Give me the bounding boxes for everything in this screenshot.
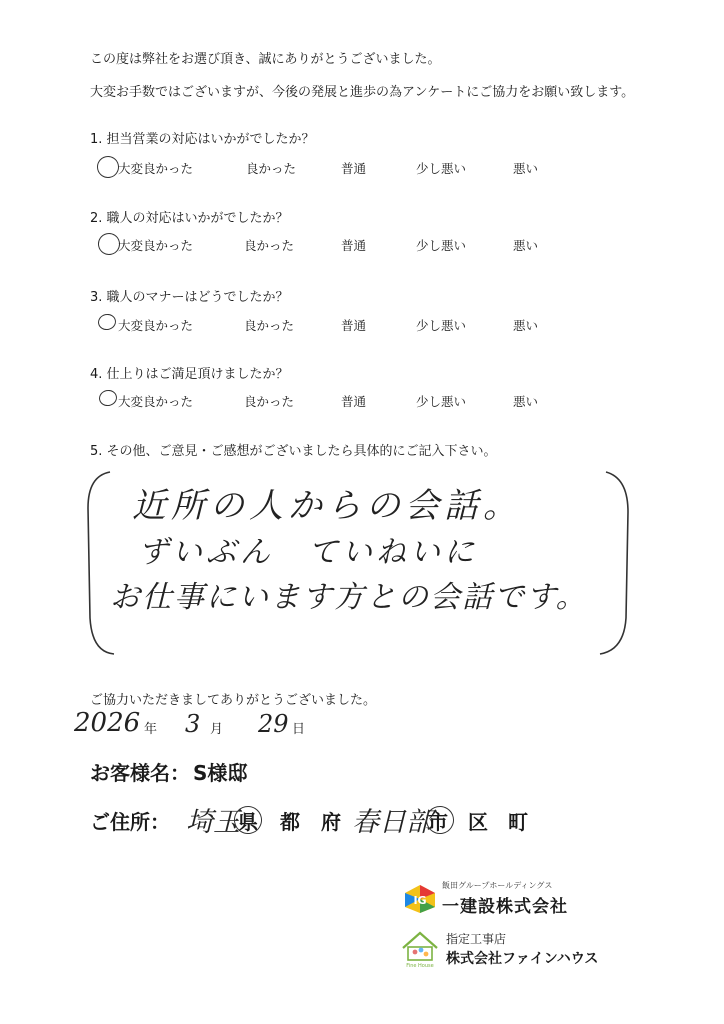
q4-option-very-good[interactable]: 大変良かった	[118, 394, 194, 409]
date-month-value: 3	[185, 710, 201, 738]
designated-contractor-label: 指定工事店	[446, 932, 507, 946]
address-to: 都	[280, 810, 300, 834]
date-year-label: 年	[144, 722, 158, 737]
address-fu: 府	[321, 810, 341, 834]
question-1: 1. 担当営業の対応はいかがでしたか？	[90, 132, 315, 147]
fine-house-logo-icon	[400, 928, 440, 968]
customer-name-label: お客様名：	[90, 761, 190, 785]
selection-check-mark	[98, 388, 119, 407]
q3-option-slightly-bad[interactable]: 少し悪い	[416, 318, 467, 333]
q4-option-average[interactable]: 普通	[341, 394, 367, 409]
q2-option-very-good[interactable]: 大変良かった	[118, 238, 194, 253]
intro-line-2: 大変お手数ではございますが、今後の発展と進歩の為アンケートにご協力をお願い致します。	[90, 85, 635, 100]
ig-logo-icon	[404, 884, 436, 914]
address-ku: 区	[468, 810, 488, 834]
address-shi: 市	[428, 810, 448, 834]
q2-option-good[interactable]: 良かった	[244, 238, 295, 253]
comment-line-2: ずいぶん ていねいに	[138, 535, 478, 570]
customer-name-value: S様邸	[193, 761, 248, 785]
intro-line-1: この度は弊社をお選び頂き、誠にありがとうございました。	[90, 52, 441, 67]
q1-option-bad[interactable]: 悪い	[513, 161, 539, 176]
thanks-text: ご協力いただきましてありがとうございました。	[90, 693, 377, 708]
q1-option-good[interactable]: 良かった	[246, 161, 297, 176]
date-month-label: 月	[210, 722, 224, 737]
q2-option-slightly-bad[interactable]: 少し悪い	[416, 238, 467, 253]
address-machi: 町	[508, 810, 528, 834]
date-day-value: 29	[258, 710, 289, 738]
question-4: 4. 仕上りはご満足頂けましたか？	[90, 367, 289, 382]
question-2: 2. 職人の対応はいかがでしたか？	[90, 211, 289, 226]
address-prefecture-handwritten: 埼玉	[186, 807, 240, 838]
address-label: ご住所：	[90, 810, 170, 834]
q4-option-slightly-bad[interactable]: 少し悪い	[416, 394, 467, 409]
date-year-value: 2026	[74, 708, 141, 738]
q4-option-good[interactable]: 良かった	[244, 394, 295, 409]
q2-option-average[interactable]: 普通	[341, 238, 367, 253]
company-group-name: 飯田グループホールディングス	[442, 881, 553, 890]
comment-line-1: 近所の人からの会話。	[132, 486, 522, 526]
ig-logo-letters: IG	[413, 894, 427, 907]
q1-option-slightly-bad[interactable]: 少し悪い	[416, 161, 467, 176]
comment-line-3: お仕事にいます方との会話です。	[110, 580, 588, 615]
question-5: 5. その他、ご意見・ご感想がございましたら具体的にご記入下さい。	[90, 444, 497, 459]
date-day-label: 日	[292, 722, 306, 737]
q4-option-bad[interactable]: 悪い	[513, 394, 539, 409]
address-city-handwritten: 春日部	[352, 807, 433, 838]
company-name: 一建設株式会社	[442, 897, 568, 917]
q2-option-bad[interactable]: 悪い	[513, 238, 539, 253]
q3-option-bad[interactable]: 悪い	[513, 318, 539, 333]
q3-option-good[interactable]: 良かった	[244, 318, 295, 333]
q3-option-very-good[interactable]: 大変良かった	[118, 318, 194, 333]
q1-option-very-good[interactable]: 大変良かった	[118, 161, 194, 176]
address-ken: 県	[238, 810, 258, 834]
sub-company-name: 株式会社ファインハウス	[446, 951, 599, 967]
selection-check-mark	[97, 312, 118, 331]
q3-option-average[interactable]: 普通	[341, 318, 367, 333]
q1-option-average[interactable]: 普通	[341, 161, 367, 176]
question-3: 3. 職人のマナーはどうでしたか？	[90, 290, 289, 305]
fine-house-logo-text: Fine House	[406, 963, 434, 968]
